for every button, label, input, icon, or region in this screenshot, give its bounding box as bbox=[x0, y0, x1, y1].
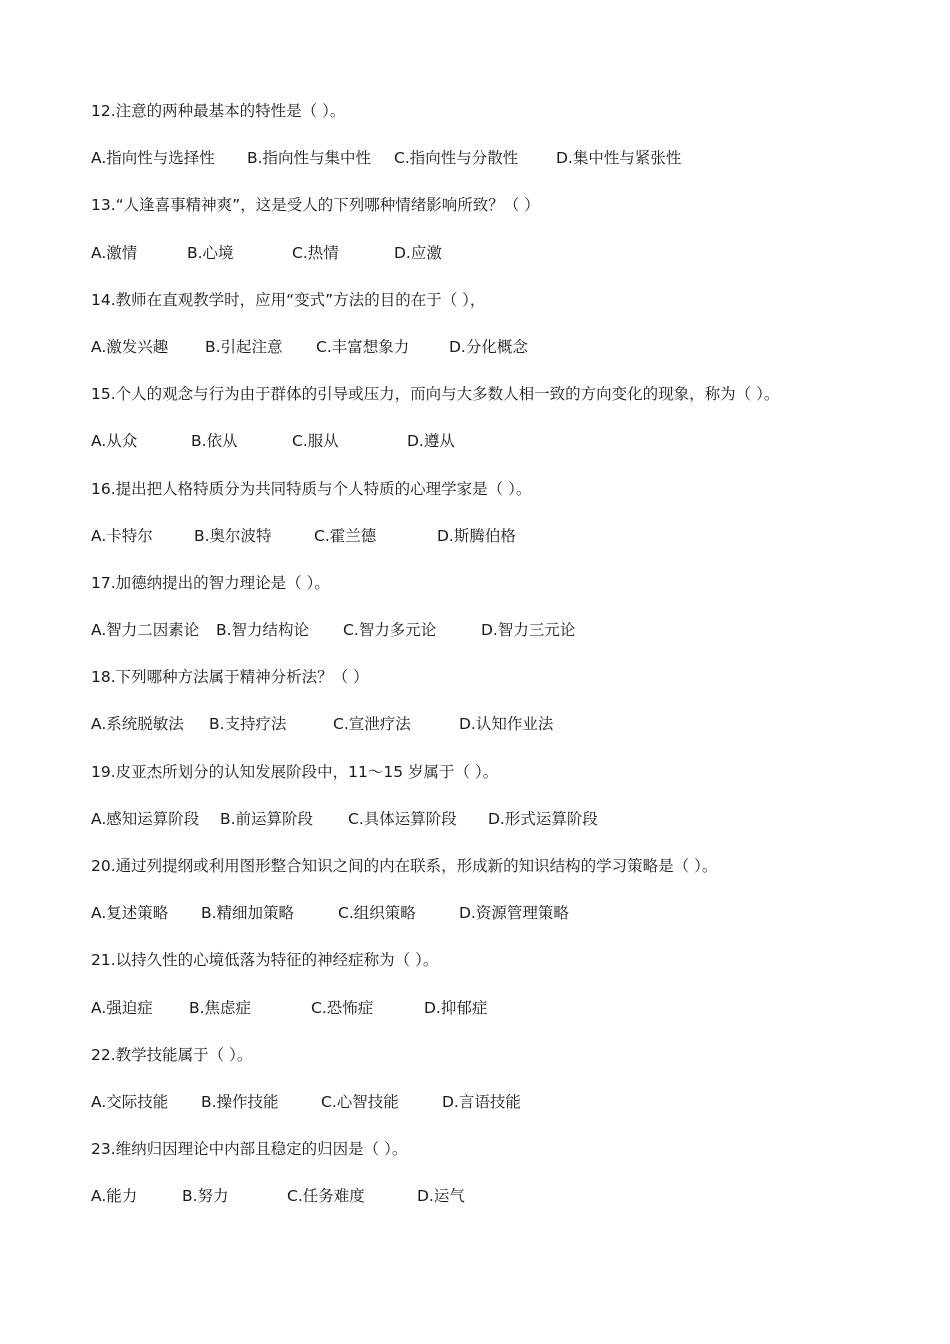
option-b: B.精细加策略 bbox=[201, 904, 295, 923]
question-18-options bbox=[91, 709, 911, 756]
question-13: 13.“人逢喜事精神爽”，这是受人的下列哪种情绪影响所致？（ ） bbox=[91, 196, 540, 215]
option-b: B.支持疗法 bbox=[209, 715, 287, 734]
question-19-options bbox=[91, 804, 911, 851]
question-16: 16.提出把人格特质分为共同特质与个人特质的心理学家是（ ）。 bbox=[91, 479, 532, 498]
question-23: 23.维纳归因理论中内部且稳定的归因是（ ）。 bbox=[91, 1140, 408, 1159]
option-a: A.卡特尔 bbox=[91, 526, 153, 545]
option-b: B.操作技能 bbox=[201, 1092, 279, 1111]
option-c: C.恐怖症 bbox=[311, 998, 374, 1017]
option-c: C.霍兰德 bbox=[314, 526, 377, 545]
option-a: A.能力 bbox=[91, 1187, 138, 1206]
question-20-options bbox=[91, 898, 911, 945]
option-a: A.感知运算阶段 bbox=[91, 809, 200, 828]
option-c: C.组织策略 bbox=[338, 904, 416, 923]
option-b: B.焦虑症 bbox=[189, 998, 252, 1017]
question-12: 12.注意的两种最基本的特性是（ ）。 bbox=[91, 102, 346, 120]
question-18: 18.下列哪种方法属于精神分析法？（ ） bbox=[91, 668, 369, 687]
option-d: D.集中性与紧张性 bbox=[556, 149, 682, 168]
option-b: B.依从 bbox=[191, 432, 238, 451]
question-14-options bbox=[91, 332, 911, 379]
option-a: A.激发兴趣 bbox=[91, 337, 169, 356]
question-22: 22.教学技能属于（ ）。 bbox=[91, 1045, 253, 1064]
option-c: C.丰富想象力 bbox=[316, 337, 410, 356]
option-a: A.系统脱敏法 bbox=[91, 715, 184, 734]
option-a: A.智力二因素论 bbox=[91, 621, 200, 640]
question-15: 15.个人的观念与行为由于群体的引导或压力，而向与大多数人相一致的方向变化的现象，称为（ ）。 bbox=[91, 385, 780, 404]
option-a: A.指向性与选择性 bbox=[91, 149, 215, 168]
question-14: 14.教师在直观教学时，应用“变式”方法的目的在于（ ）， bbox=[91, 290, 486, 309]
question-15-options bbox=[91, 426, 911, 473]
question-12-options bbox=[91, 143, 911, 190]
question-22-options bbox=[91, 1087, 911, 1134]
option-c: C.宣泄疗法 bbox=[333, 715, 411, 734]
option-c: C.服从 bbox=[292, 432, 339, 451]
option-c: C.热情 bbox=[292, 243, 339, 262]
option-c: C.具体运算阶段 bbox=[348, 809, 457, 828]
option-d: D.运气 bbox=[417, 1187, 465, 1206]
option-c: C.任务难度 bbox=[287, 1187, 365, 1206]
option-a: A.从众 bbox=[91, 432, 138, 451]
option-a: A.强迫症 bbox=[91, 998, 153, 1017]
question-23-options bbox=[91, 1181, 911, 1228]
option-a: A.激情 bbox=[91, 243, 138, 262]
question-21: 21.以持久性的心境低落为特征的神经症称为（ ）。 bbox=[91, 951, 439, 970]
option-c: C.智力多元论 bbox=[343, 621, 437, 640]
option-d: D.遵从 bbox=[407, 432, 455, 451]
option-d: D.言语技能 bbox=[442, 1092, 521, 1111]
question-20: 20.通过列提纲或利用图形整合知识之间的内在联系，形成新的知识结构的学习策略是（ ）。 bbox=[91, 857, 718, 875]
question-19: 19.皮亚杰所划分的认知发展阶段中，11～15 岁属于（ ）。 bbox=[91, 762, 499, 781]
option-d: D.应激 bbox=[394, 243, 442, 262]
option-c: C.指向性与分散性 bbox=[394, 149, 519, 168]
option-a: A.交际技能 bbox=[91, 1092, 169, 1111]
option-d: D.形式运算阶段 bbox=[488, 809, 598, 828]
option-d: D.认知作业法 bbox=[459, 715, 554, 734]
question-21-options bbox=[91, 993, 911, 1040]
option-b: B.引起注意 bbox=[205, 337, 283, 356]
option-c: C.心智技能 bbox=[321, 1092, 399, 1111]
option-d: D.斯腾伯格 bbox=[437, 526, 516, 545]
option-b: B.指向性与集中性 bbox=[247, 149, 372, 168]
option-b: B.心境 bbox=[187, 243, 234, 262]
option-a: A.复述策略 bbox=[91, 904, 169, 923]
option-b: B.奥尔波特 bbox=[194, 526, 272, 545]
option-d: D.智力三元论 bbox=[481, 621, 576, 640]
question-16-options bbox=[91, 521, 911, 568]
option-b: B.前运算阶段 bbox=[220, 809, 314, 828]
question-list bbox=[91, 96, 911, 1229]
option-b: B.智力结构论 bbox=[216, 621, 310, 640]
option-b: B.努力 bbox=[182, 1187, 229, 1206]
question-13-options bbox=[91, 238, 911, 285]
question-17: 17.加德纳提出的智力理论是（ ）。 bbox=[91, 573, 330, 592]
question-17-options bbox=[91, 615, 911, 662]
option-d: D.抑郁症 bbox=[424, 998, 488, 1017]
option-d: D.资源管理策略 bbox=[459, 904, 569, 923]
option-d: D.分化概念 bbox=[449, 337, 528, 356]
